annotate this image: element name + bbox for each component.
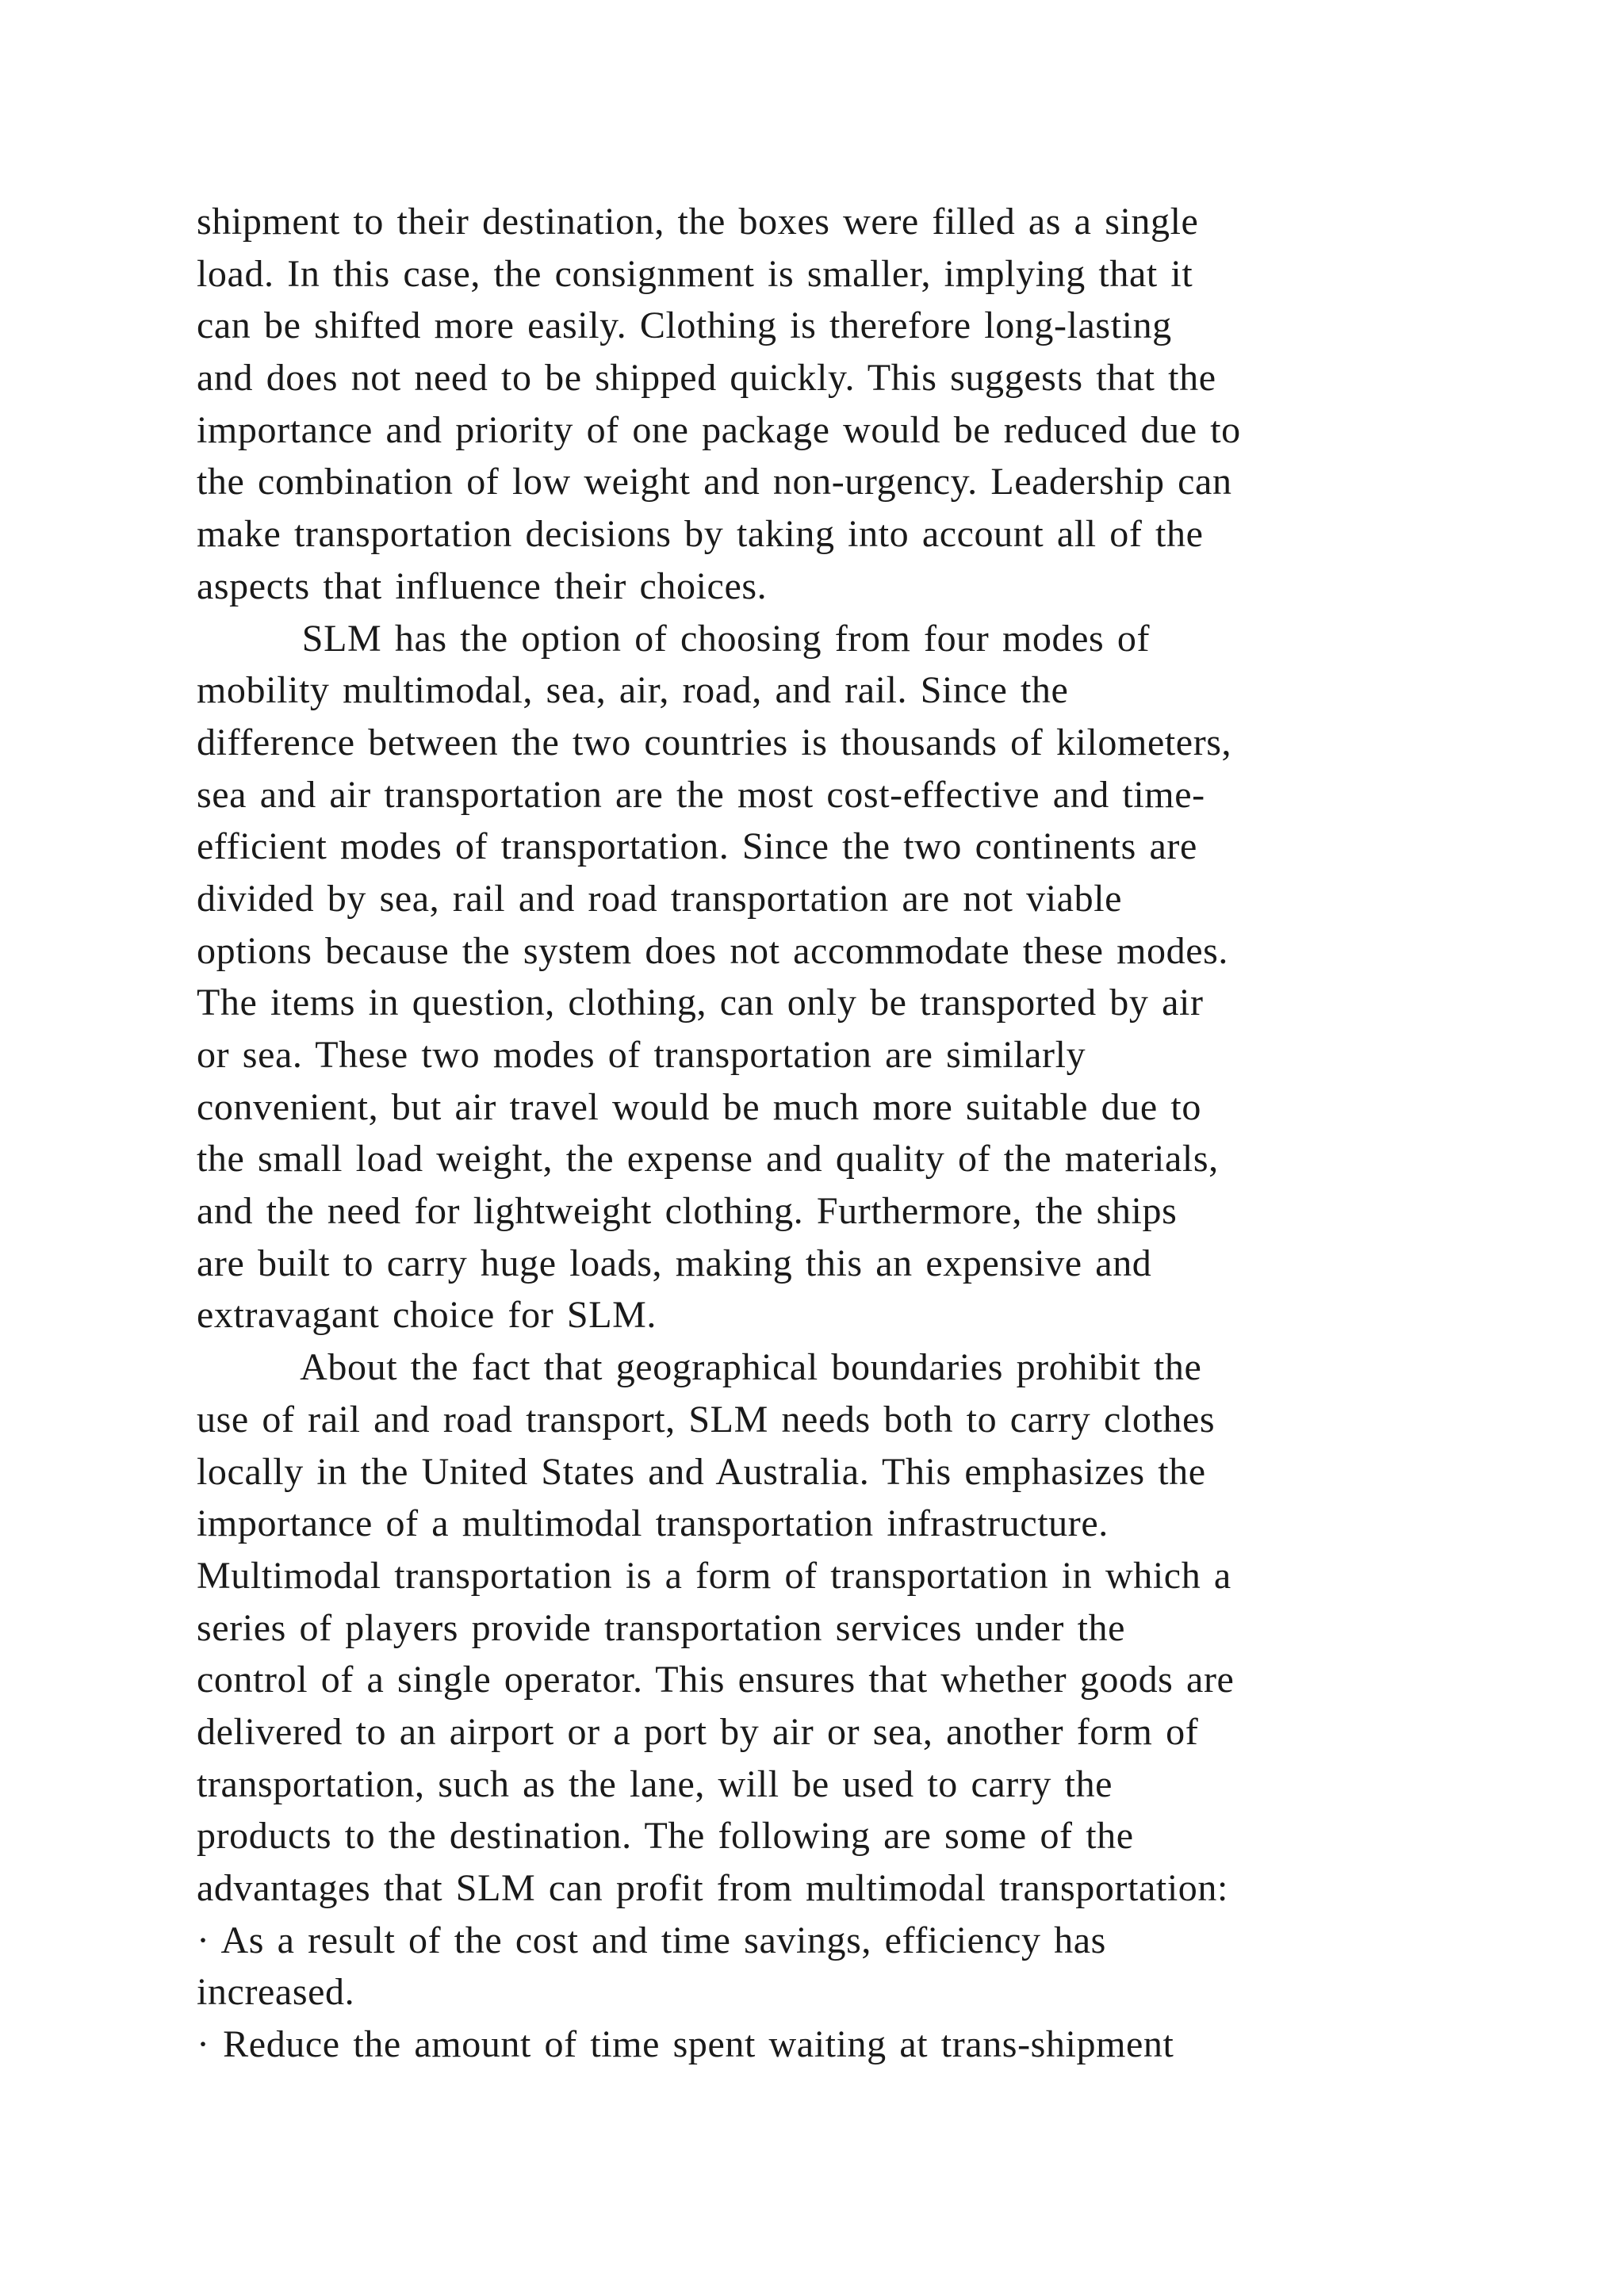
text-line: sea and air transportation are the most cost-effective and time-: [197, 773, 1205, 816]
text-line: the combination of low weight and non-urgency. Leadership can: [197, 461, 1232, 503]
text-line: mobility multimodal, sea, air, road, and rail. Since the: [197, 669, 1069, 712]
text-line: About the fact that geographical boundaries prohibit the: [197, 1346, 1202, 1389]
text-line: control of a single operator. This ensures that whether goods are: [197, 1659, 1235, 1701]
text-line: use of rail and road transport, SLM needs both to carry clothes: [197, 1398, 1216, 1441]
text-line: Multimodal transportation is a form of transportation in which a: [197, 1554, 1231, 1597]
bullet-item: · Reduce the amount of time spent waiting at trans-shipment: [197, 2023, 1174, 2066]
text-line: aspects that influence their choices.: [197, 564, 768, 607]
bullet-item: · As a result of the cost and time savings, efficiency has: [197, 1919, 1106, 1961]
text-line: products to the destination. The following are some of the: [197, 1815, 1134, 1858]
text-line: transportation, such as the lane, will be used to carry the: [197, 1762, 1113, 1805]
text-line: are built to carry huge loads, making this an expensive and: [197, 1242, 1152, 1284]
text-line: importance and priority of one package would be reduced due to: [197, 408, 1241, 451]
text-line: convenient, but air travel would be much more suitable due to: [197, 1085, 1201, 1128]
text-line: The items in question, clothing, can only be transported by air: [197, 982, 1204, 1024]
text-line: make transportation decisions by taking into account all of the: [197, 513, 1204, 556]
text-line: the small load weight, the expense and quality of the materials,: [197, 1138, 1219, 1181]
text-line: efficient modes of transportation. Since the two continents are: [197, 825, 1197, 868]
text-line: extravagant choice for SLM.: [197, 1294, 657, 1337]
text-line: series of players provide transportation services under the: [197, 1606, 1126, 1649]
body-text: [197, 196, 1465, 2071]
text-line: load. In this case, the consignment is smaller, implying that it: [197, 252, 1193, 295]
text-line: or sea. These two modes of transportation are similarly: [197, 1034, 1086, 1076]
text-line: shipment to their destination, the boxes were filled as a single: [197, 201, 1199, 243]
text-line: divided by sea, rail and road transportation are not viable: [197, 877, 1123, 920]
text-line: difference between the two countries is thousands of kilometers,: [197, 721, 1232, 763]
text-line: can be shifted more easily. Clothing is therefore long-lasting: [197, 304, 1172, 347]
text-line: advantages that SLM can profit from multimodal transportation:: [197, 1867, 1228, 1909]
text-line: delivered to an airport or a port by air or sea, another form of: [197, 1710, 1199, 1753]
text-line: and the need for lightweight clothing. Furthermore, the ships: [197, 1190, 1178, 1233]
text-line: and does not need to be shipped quickly. This suggests that the: [197, 357, 1216, 400]
text-line: SLM has the option of choosing from four modes of: [197, 617, 1151, 660]
text-line: importance of a multimodal transportation infrastructure.: [197, 1502, 1109, 1545]
text-line: options because the system does not accommodate these modes.: [197, 929, 1229, 972]
text-line: increased.: [197, 1971, 355, 2014]
text-line: locally in the United States and Australia. This emphasizes the: [197, 1450, 1206, 1493]
